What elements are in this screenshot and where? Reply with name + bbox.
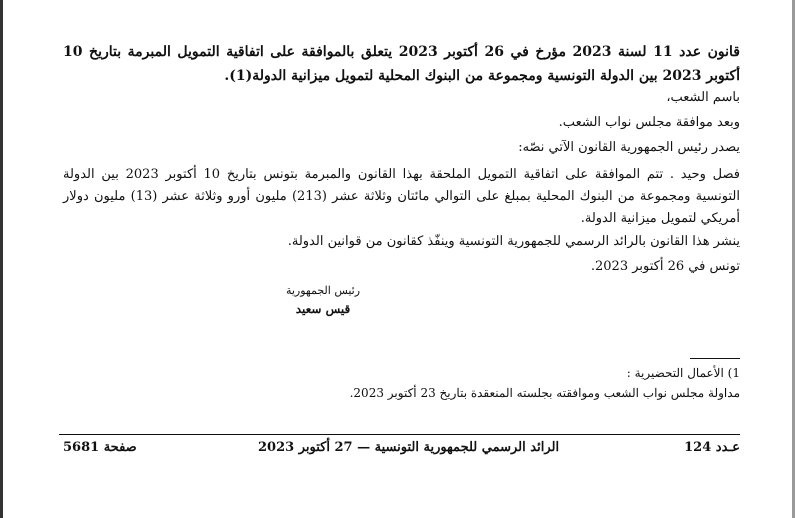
place-and-date: تونس في 26 أكتوبر 2023.	[590, 259, 740, 274]
preamble-people: باسم الشعب،	[666, 90, 740, 105]
law-title-line-2: بين الدولة التونسية ومجموعة من البنوك المحلية لتمويل ميزانية الدولة	[252, 68, 658, 84]
footnote-reference: (1).	[224, 68, 253, 84]
signature-name: قيس سعيد	[295, 302, 351, 316]
signature-role: رئيس الجمهورية	[285, 284, 361, 297]
footer-divider	[59, 434, 740, 435]
footnote-text: مداولة مجلس نواب الشعب وموافقته بجلسته المنعقدة بتاريخ 23 أكتوبر 2023.	[349, 386, 740, 400]
preamble-approval: وبعد موافقة مجلس نواب الشعب.	[558, 115, 740, 130]
footnote-heading: 1) الأعمال التحضيرية :	[626, 366, 740, 380]
preamble-promulgation: يصدر رئيس الجمهورية القانون الآتي نصّه:	[518, 140, 740, 155]
law-title	[63, 40, 740, 88]
single-article: فصل وحيد . تتم الموافقة على اتفاقية التمويل الملحقة بهذا القانون والمبرمة بتونس بتاريخ 10 أكتوبر 2023 بين الدولة التونسية ومجموعة من البنوك المحلية بمبلغ على التوالي مائتان وثلاثة عشر (213) مليون أورو وثلاثة عشر (13) مليون دولار أمريكي لتمويل ميزانية الدولة.	[63, 167, 740, 226]
footer-issue-number: عـدد 124	[684, 440, 740, 455]
footnote-divider	[690, 358, 740, 359]
law-title-line-1: قانون عدد 11 لسنة 2023 مؤرخ في 26 أكتوبر 2023 يتعلق بالموافقة على اتفاقية التمويل المبرمة بتاريخ 10 أكتوبر 2023	[63, 44, 740, 84]
publication-clause: ينشر هذا القانون بالرائد الرسمي للجمهورية التونسية وينفّذ كقانون من قوانين الدولة.	[287, 234, 740, 249]
footer-journal-title: الرائد الرسمي للجمهورية التونسية — 27 أكتوبر 2023	[258, 440, 560, 455]
footer-page-number: صفحة 5681	[63, 440, 137, 455]
